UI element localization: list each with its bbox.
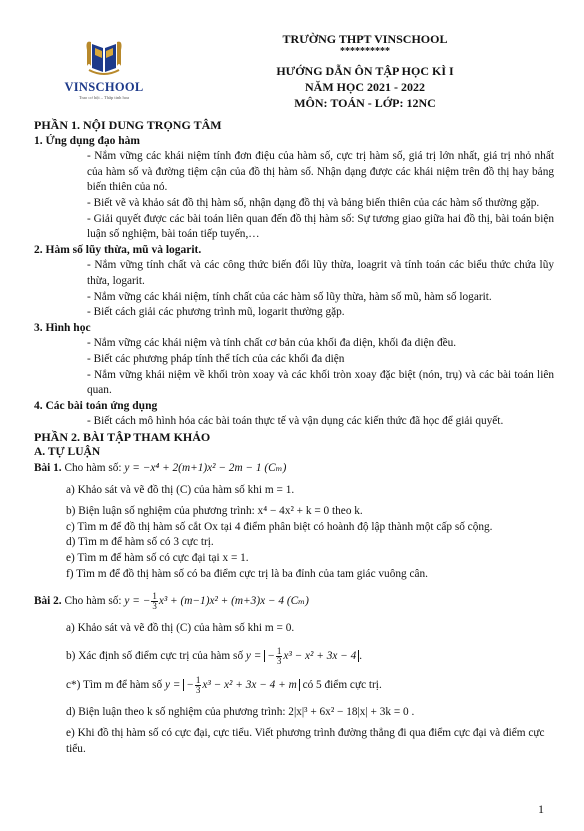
bullet-item: - Nắm vững các khái niệm tính đơn điệu của hàm số, cực trị hàm số, giá trị lớn nhất, giá trị nhỏ nhất của hàm số và đường tiệm cận của đồ thị hàm số. Nhận dạng được các khái niệm trên đồ thị hay bảng biến thiên của nó.: [87, 150, 554, 194]
question-item: c) Tìm m để đồ thị hàm số cắt Ox tại 4 điểm phân biệt có hoành độ lập thành một cấp số cộng.: [66, 520, 493, 533]
formula-body: x³ − x² + 3x − 4 + m: [202, 678, 297, 691]
question-item: b) Biện luận số nghiệm của phương trình: x⁴ − 4x² + k = 0 theo k.: [66, 505, 363, 518]
fraction: [151, 592, 158, 611]
school-name: TRƯỜNG THPT VINSCHOOL: [282, 32, 448, 46]
bullet-item: - Biết cách giải các phương trình mũ, logarit thường gặp.: [87, 306, 345, 319]
section-heading-1: 1. Ứng dụng đạo hàm: [34, 134, 140, 147]
document-title: HƯỚNG DẪN ÔN TẬP HỌC KÌ I: [276, 64, 454, 78]
exercise-intro: Cho hàm số:: [64, 462, 122, 475]
bullet-item: - Nắm vững tính chất và các công thức biến đổi lũy thừa, loagrit và tính toán các biểu thức chứa lũy thừa, logarit.: [87, 259, 554, 287]
exercise-intro: Cho hàm số:: [64, 595, 122, 608]
document-body: [34, 118, 554, 758]
question-text: có 5 điểm cực trị.: [302, 678, 382, 691]
question-text: b) Xác định số điểm cực trị của hàm số: [66, 649, 244, 662]
bullet-item: - Biết các phương pháp tính thể tích của các khối đa diện: [87, 352, 345, 365]
fraction-numerator: 1: [152, 591, 157, 602]
exercise-label: Bài 1.: [34, 462, 62, 475]
function-formula: x³ + (m−1)x² + (m+3)x − 4 (Cₘ): [158, 595, 309, 608]
question-text: c*) Tìm m để hàm số: [66, 678, 163, 691]
fraction-numerator: 1: [276, 645, 282, 656]
subsection-heading: A. TỰ LUẬN: [34, 446, 101, 459]
bullet-item: - Giải quyết được các bài toán liên quan đến đồ thị hàm số: Sự tương giao giữa hai đồ thị, bài toán biện luận số nghiệm, bài toán tiếp tuyến,…: [87, 212, 554, 241]
fraction: [195, 676, 202, 695]
question-item: b) Xác định số điểm cực trị của hàm số y = − $\frac{1}{3}$ x³ − x² + 3x − 4 .: [66, 645, 363, 666]
question-item: a) Khảo sát và vẽ đồ thị (C) của hàm số khi m = 1.: [66, 483, 295, 496]
exercise-2-statement: [34, 592, 554, 611]
question-item: f) Tìm m để đồ thị hàm số có ba điểm cực trị là ba đỉnh của tam giác vuông cân.: [66, 567, 428, 580]
school-logo: [58, 36, 150, 100]
formula-lhs: y =: [164, 678, 181, 691]
bullet-item: - Nắm vững khái niệm về khối tròn xoay và các khối tròn xoay đặc biệt (nón, trụ) và các bài toán liên quan.: [87, 368, 554, 397]
bullet-item: - Nắm vững các khái niệm và tính chất cơ bản của khối đa diện, khối đa diện đều.: [87, 337, 457, 350]
subject-line: MÔN: TOÁN - LỚP: 12NC: [294, 96, 436, 110]
header-stars: **********: [340, 46, 390, 57]
book-emblem-icon: [81, 36, 127, 78]
page-number: 1: [538, 802, 544, 816]
school-year: NĂM HỌC 2021 - 2022: [305, 80, 425, 94]
fraction-numerator: 1: [195, 674, 201, 685]
bullet-item: - Nắm vững các khái niệm, tính chất của các hàm số lũy thừa, hàm số mũ, hàm số logarit.: [87, 290, 492, 303]
function-formula: y = −x⁴ + 2(m+1)x² − 2m − 1 (Cₘ): [124, 462, 287, 475]
fraction-denominator: 3: [276, 655, 282, 666]
part1-heading: PHẦN 1. NỘI DUNG TRỌNG TÂM: [34, 118, 222, 132]
fraction-denominator: 3: [195, 684, 201, 695]
formula-lhs: y =: [245, 649, 262, 662]
exercise-label: Bài 2.: [34, 595, 62, 608]
question-item: e) Tìm m để hàm số có cực đại tại x = 1.: [66, 552, 249, 565]
exercise-1-statement: [34, 461, 554, 477]
logo-tagline: Trao cơ hội – Thắp tinh hoa: [78, 95, 130, 100]
fraction-denominator: 3: [152, 601, 157, 612]
part2-heading: PHẦN 2. BÀI TẬP THAM KHẢO: [34, 429, 211, 444]
bullet-item: - Biết cách mô hình hóa các bài toán thực tế và vận dụng các kiến thức đã học để giải quyết.: [87, 415, 504, 428]
question-item: [34, 676, 554, 695]
fraction: [276, 647, 283, 666]
question-item: a) Khảo sát và vẽ đồ thị (C) của hàm số khi m = 0.: [66, 622, 295, 635]
logo-name: VINSCHOOL: [64, 80, 144, 94]
section-heading-2: 2. Hàm số lũy thừa, mũ và logarit.: [34, 243, 202, 256]
absolute-value-expression: − $\frac{1}{3}$ x³ − x² + 3x − 4 + m: [183, 679, 299, 691]
section-heading-4: 4. Các bài toán ứng dụng: [34, 399, 158, 412]
function-formula-prefix: y = −: [124, 595, 151, 608]
question-item: e) Khi đồ thị hàm số có cực đại, cực tiểu. Viết phương trình đường thẳng đi qua điểm cực đại và điểm cực tiểu.: [66, 727, 545, 755]
section-heading-3: 3. Hình học: [34, 321, 91, 334]
absolute-value-expression: − $\frac{1}{3}$ x³ − x² + 3x − 4: [264, 650, 359, 662]
formula-body: x³ − x² + 3x − 4: [283, 649, 357, 662]
question-item: d) Tìm m để hàm số có 3 cực trị.: [66, 536, 214, 549]
bullet-item: - Biết vẽ và khảo sát đồ thị hàm số, nhận dạng đồ thị và bảng biến thiên của các hàm số thường gặp.: [87, 196, 540, 209]
question-item: d) Biện luận theo k số nghiệm của phương trình: 2|x|³ + 6x² − 18|x| + 3k = 0 .: [66, 705, 415, 718]
